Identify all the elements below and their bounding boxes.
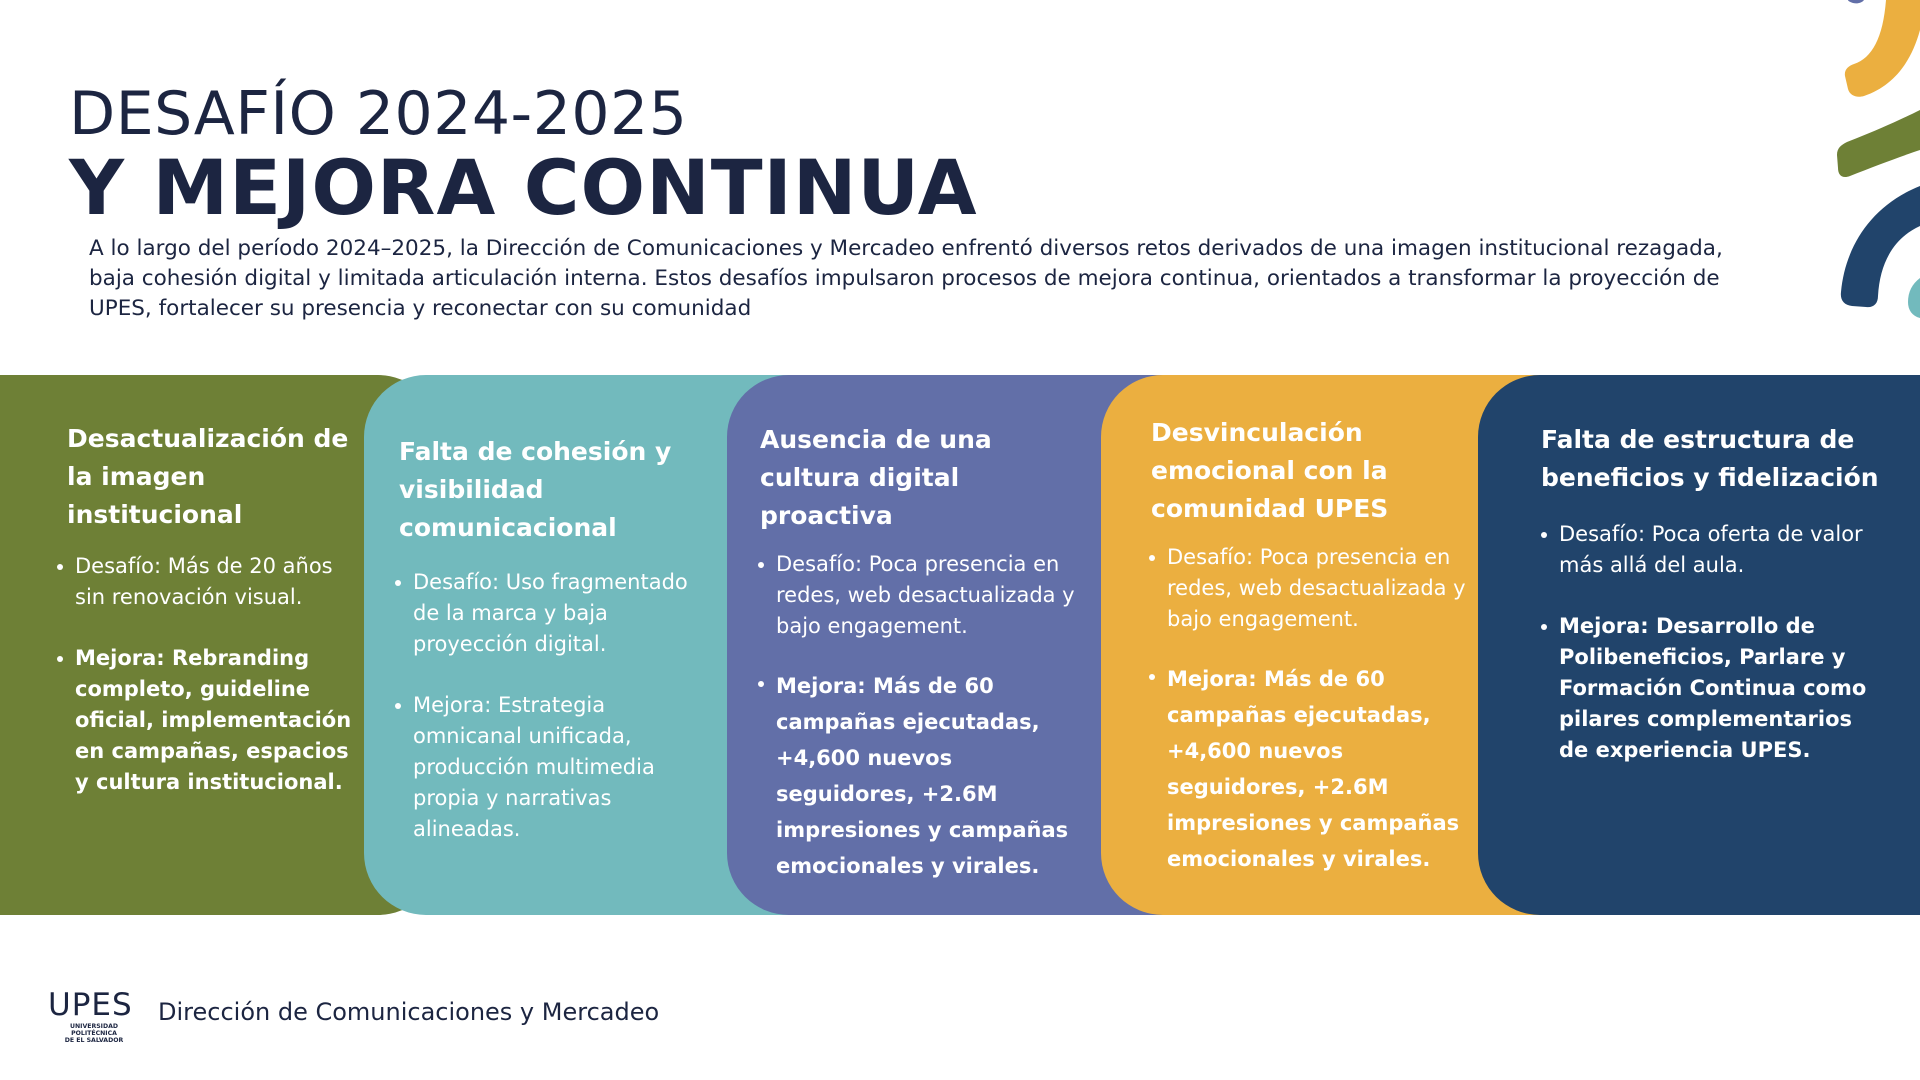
challenge-text: Desafío: Poca oferta de valor más allá del aula. (1559, 519, 1881, 581)
challenge-cards (0, 375, 1920, 915)
card-bullets (67, 551, 357, 798)
card-title: Falta de estructura de beneficios y fidelización (1541, 425, 1879, 492)
card-title: Falta de cohesión y visibilidad comunicacional (399, 437, 672, 542)
challenge-text: Desafío: Poca presencia en redes, web desactualizada y bajo engagement. (776, 549, 1080, 642)
page-title-line1: DESAFÍO 2024-2025 (69, 79, 688, 149)
card-bullets (1541, 519, 1881, 766)
challenge-text: Desafío: Más de 20 años sin renovación visual. (75, 551, 357, 613)
improvement-text: Mejora: Rebranding completo, guideline oficial, implementación en campañas, espacios y cultura institucional. (75, 643, 357, 798)
improvement-text: Mejora: Más de 60 campañas ejecutadas, +4,600 nuevos seguidores, +2.6M impresiones y campañas emocionales y virales. (776, 668, 1080, 884)
upes-logo (48, 988, 143, 1044)
improvement-text: Mejora: Más de 60 campañas ejecutadas, +4,600 nuevos seguidores, +2.6M impresiones y campañas emocionales y virales. (1167, 661, 1471, 877)
card-bullets (1151, 542, 1471, 877)
page-title-line2: Y MEJORA CONTINUA (69, 143, 978, 232)
challenge-text: Desafío: Uso fragmentado de la marca y baja proyección digital. (413, 567, 709, 660)
decorative-stripes (1790, 0, 1920, 330)
logo-wordmark: UPES (48, 987, 133, 1023)
card-bullets (760, 549, 1080, 884)
card-title: Desvinculación emocional con la comunidad UPES (1151, 418, 1389, 523)
card-bullets (399, 567, 709, 845)
card-title: Ausencia de una cultura digital proactiva (760, 425, 992, 530)
logo-subtitle-line2: DE EL SALVADOR (64, 1037, 124, 1044)
card-title: Desactualización de la imagen institucional (67, 424, 349, 529)
intro-paragraph: A lo largo del período 2024–2025, la Dirección de Comunicaciones y Mercadeo enfrentó diversos retos derivados de una imagen institucional rezagada, baja cohesión digital y limitada articulación interna. Estos desafíos impulsaron procesos de mejora continua, orientados a transformar la proyección de UPES, fortalecer su presencia y reconectar con su comunidad (89, 236, 1723, 321)
improvement-text: Mejora: Desarrollo de Polibeneficios, Parlare y Formación Continua como pilares complementarios de experiencia UPES. (1559, 611, 1881, 766)
logo-subtitle-line1: UNIVERSIDAD POLITÉCNICA (69, 1023, 119, 1037)
challenge-text: Desafío: Poca presencia en redes, web desactualizada y bajo engagement. (1167, 542, 1471, 635)
card-benefits (1478, 375, 1920, 915)
footer-department: Dirección de Comunicaciones y Mercadeo (158, 998, 660, 1026)
improvement-text: Mejora: Estrategia omnicanal unificada, producción multimedia propia y narrativas alineadas. (413, 690, 709, 845)
